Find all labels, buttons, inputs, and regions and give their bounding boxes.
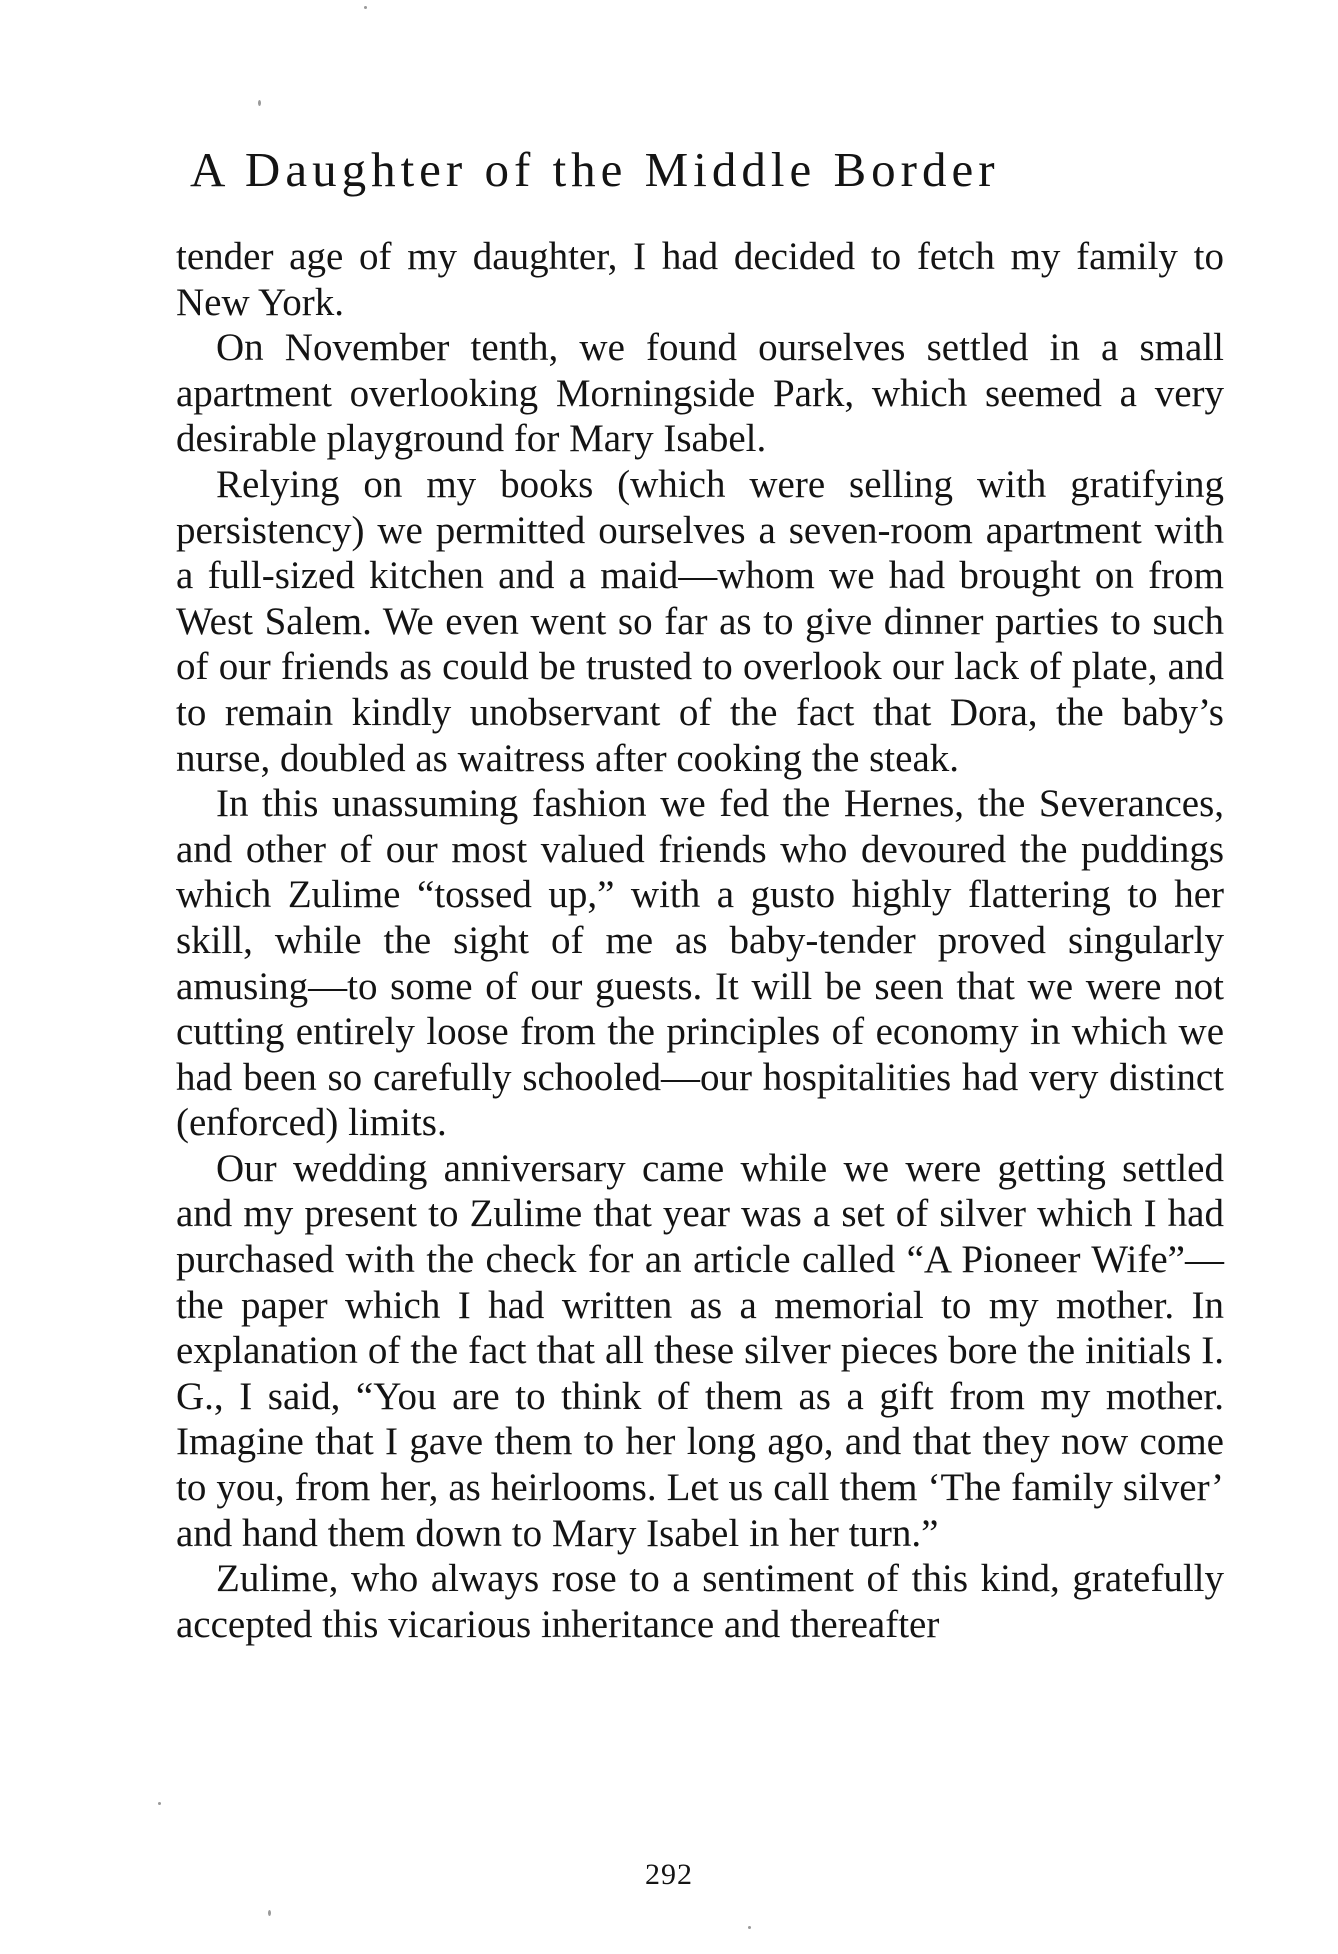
running-head-title: A Daughter of the Middle Border <box>190 142 1000 197</box>
scan-speck <box>258 100 261 106</box>
paragraph: Relying on my books (which were selling with gratifying persistency) we permitted ourselves a seven-room apartment with a full-sized kitchen and a maid—whom we had brought on from West Salem. We even went so far as to give dinner parties to such of our friends as could be trusted to overlook our lack of plate, and to remain kindly unobservant of the fact that Dora, the baby’s nurse, doubled as waitress after cooking the steak. <box>176 462 1224 780</box>
scan-speck <box>364 6 367 9</box>
paragraph: Our wedding anniversary came while we were getting settled and my present to Zulime that year was a set of silver which I had purchased with the check for an article called “A Pioneer Wife”—the paper which I had written as a memorial to my mother. In explanation of the fact that all these silver pieces bore the initials I. G., I said, “You are to think of them as a gift from my mother. Imagine that I gave them to her long ago, and that they now come to you, from her, as heirlooms. Let us call them ‘The family silver’ and hand them down to Mary Isabel in her turn.” <box>176 1146 1224 1555</box>
page-number: 292 <box>645 1858 693 1891</box>
body-text <box>176 234 1224 1647</box>
paragraph: In this unassuming fashion we fed the Hernes, the Severances, and other of our most valued friends who devoured the puddings which Zulime “tossed up,” with a gusto highly flattering to her skill, while the sight of me as baby-tender proved singularly amusing—to some of our guests. It will be seen that we were not cutting entirely loose from the principles of economy in which we had been so carefully schooled—our hospitalities had very distinct (enforced) limits. <box>176 782 1224 1145</box>
paragraph: On November tenth, we found ourselves settled in a small apartment overlooking Morningside Park, which seemed a very desirable playground for Mary Isabel. <box>176 326 1224 461</box>
paragraph: Zulime, who always rose to a sentiment of this kind, gratefully accepted this vicarious inheritance and thereafter <box>176 1557 1224 1646</box>
scan-speck <box>748 1926 751 1929</box>
scan-speck <box>158 1802 161 1805</box>
paragraph-continuation: tender age of my daughter, I had decided to fetch my family to New York. <box>176 235 1224 324</box>
scan-speck <box>268 1910 271 1916</box>
